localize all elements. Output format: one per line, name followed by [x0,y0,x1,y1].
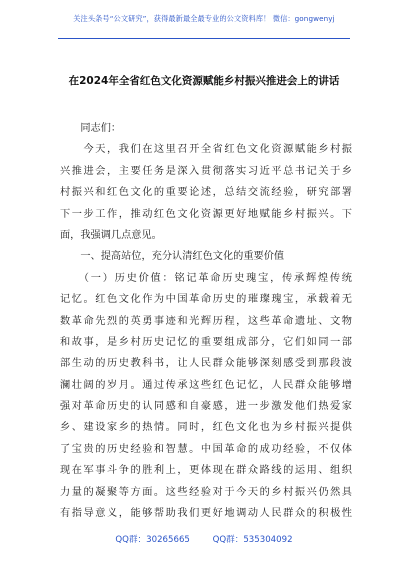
qq-group-1: QQ群：30265665 [115,535,190,545]
body-line: 有指导意义，能够帮助我们更好地调动人民群众的积极性 [60,508,352,520]
body-line: 兴推进会，主要任务是深入贯彻落实习近平总书记关于乡 [60,165,352,177]
qq-group-2: QQ群：535304092 [212,535,293,545]
body-line: 部生动的历史教科书，让人民群众能够深刻感受到那段波 [60,358,352,370]
body-line: 力量的凝聚等方面。这些经验对于今天的乡村振兴仍然具 [60,486,352,498]
document-body [60,118,352,524]
body-line: 澜壮阔的岁月。通过传承这些红色记忆，人民群众能够增 [60,379,352,391]
salutation-line: 同志们： [60,123,122,134]
body-line: 数革命先烈的英勇事迹和光辉历程，这些革命遗址、文物 [60,315,352,327]
contact-footer [0,533,408,545]
body-line: 记忆。红色文化作为中国革命历史的璀璨瑰宝，承载着无 [60,294,352,306]
body-line: 了宝贵的历史经验和智慧。中国革命的成功经验，不仅体 [60,443,352,455]
body-line: 和故事，是乡村历史记忆的重要组成部分，它们如同一部 [60,336,352,348]
section-heading: 一、提高站位，充分认清红色文化的重要价值 [60,251,285,263]
body-line: 乡、建设家乡的热情。同时，红色文化也为乡村振兴提供 [60,422,352,434]
header-divider [58,38,350,39]
body-line: 面，我强调几点意见。 [60,229,162,241]
promo-header: 关注头条号“公文研究”，获得最新最全最专业的公文资料库！ 微信：gongwenyj [73,14,335,23]
body-line: 村振兴和红色文化的重要论述，总结交流经验，研究部署 [60,187,352,199]
body-line: 现在军事斗争的胜利上，更体现在群众路线的运用、组织 [60,465,352,477]
body-line: 下一步工作，推动红色文化资源更好地赋能乡村振兴。下 [60,208,352,220]
document-title: 在2024年全省红色文化资源赋能乡村振兴推进会上的讲话 [68,75,340,87]
body-line: （一）历史价值：铭记革命历史瑰宝，传承辉煌传统 [60,272,352,284]
body-line: 今天，我们在这里召开全省红色文化资源赋能乡村振 [60,144,352,156]
body-line: 强对革命历史的认同感和自豪感，进一步激发他们热爱家 [60,401,352,413]
